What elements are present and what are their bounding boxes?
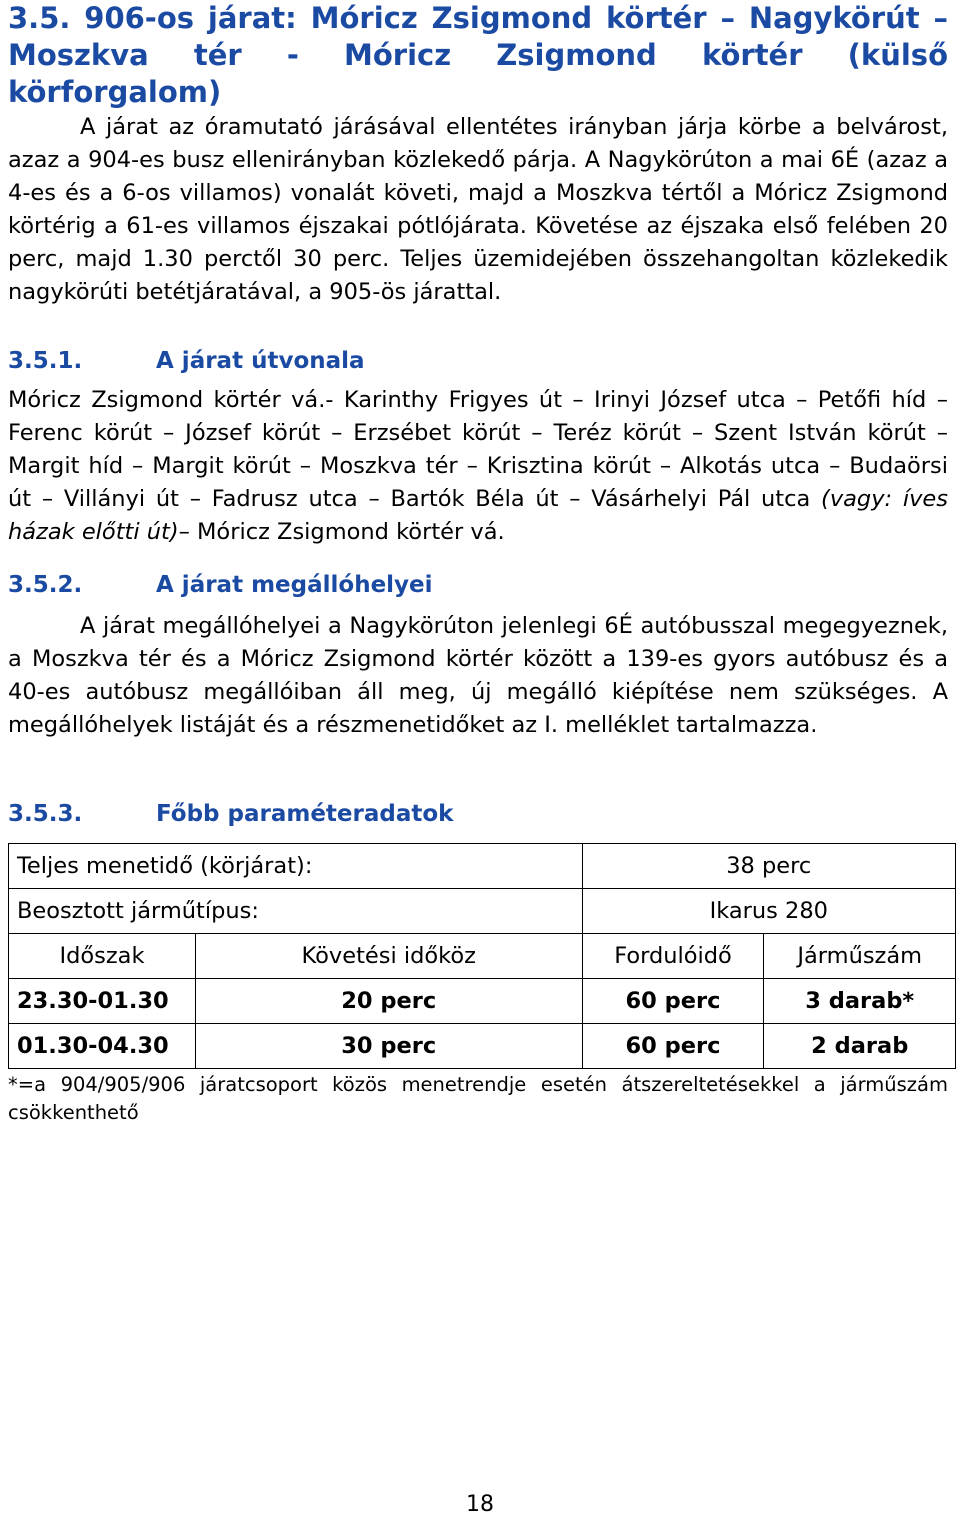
route-text-end: – Móricz Zsigmond körtér vá. (178, 519, 505, 545)
route-section-number: 3.5.1. (8, 348, 83, 374)
params-section-number: 3.5.3. (8, 801, 83, 827)
column-header: Követési időköz (196, 934, 583, 979)
runtime-label: Teljes menetidő (körjárat): (9, 844, 583, 889)
params-heading (8, 799, 948, 829)
route-text-italic: (vagy: íves házak előtti út) (8, 486, 948, 545)
params-table (8, 843, 956, 1069)
table-cell: 30 perc (196, 1024, 583, 1069)
vehicle-label: Beosztott járműtípus: (9, 889, 583, 934)
table-footnote: *=a 904/905/906 járatcsoport közös menetrendje esetén átszereltetésekkel a járműszám csökkenthető (8, 1073, 948, 1124)
route-section-title: A járat útvonala (156, 348, 365, 374)
route-text-main: Móricz Zsigmond körtér vá.- Karinthy Frigyes út – Irinyi József utca – Petőfi híd – Ferenc körút – József körút – Erzsébet körút – Teréz körút – Szent István körút – Margit híd – Margit körút – Moszkva tér – Krisztina körút – Alkotás utca – Budaörsi út – Villányi út – Fadrusz utca – Bartók Béla út – Vásárhelyi Pál utca (8, 387, 948, 512)
column-header: Járműszám (764, 934, 956, 979)
section-heading: 3.5. 906-os járat: Móricz Zsigmond körtér – Nagykörút – Moszkva tér - Móricz Zsigmond körtér (külső körforgalom) (8, 1, 948, 109)
route-heading (8, 346, 948, 376)
vehicle-value: Ikarus 280 (582, 889, 955, 934)
route-paragraph (8, 384, 948, 549)
table-cell: 60 perc (582, 979, 764, 1024)
stops-section-title: A járat megállóhelyei (156, 572, 433, 598)
table-row (9, 979, 956, 1024)
page-number: 18 (466, 1492, 494, 1517)
table-cell: 2 darab (764, 1024, 956, 1069)
stops-heading (8, 570, 948, 600)
table-row (9, 889, 956, 934)
runtime-value: 38 perc (582, 844, 955, 889)
params-section-title: Főbb paraméteradatok (156, 801, 454, 827)
column-header: Fordulóidő (582, 934, 764, 979)
table-cell: 23.30-01.30 (9, 979, 196, 1024)
column-header: Időszak (9, 934, 196, 979)
stops-paragraph: A járat megállóhelyei a Nagykörúton jelenlegi 6É autóbusszal megegyeznek, a Moszkva tér és a Móricz Zsigmond körtér között a 139-es gyors autóbusz és a 40-es autóbusz megállóiban áll meg, új megálló kiépítése nem szükséges. A megállóhelyek listáját és a részmenetidőket az I. melléklet tartalmazza. (8, 613, 948, 738)
table-cell: 20 perc (196, 979, 583, 1024)
table-header-row (9, 934, 956, 979)
stops-section-number: 3.5.2. (8, 572, 83, 598)
table-cell: 01.30-04.30 (9, 1024, 196, 1069)
table-cell: 60 perc (582, 1024, 764, 1069)
table-row (9, 1024, 956, 1069)
document-page (8, 0, 948, 1127)
table-cell: 3 darab* (764, 979, 956, 1024)
intro-paragraph: A járat az óramutató járásával ellentétes irányban járja körbe a belvárost, azaz a 904-es busz ellenirányban közlekedő párja. A Nagykörúton a mai 6É (azaz a 4-es és a 6-os villamos) vonalát követi, majd a Moszkva tértől a Móricz Zsigmond körtérig a 61-es villamos éjszakai pótlójárata. Követése az éjszaka első felében 20 perc, majd 1.30 perctől 30 perc. Teljes üzemidejében összehangoltan közlekedik nagykörúti betétjáratával, a 905-ös járattal. (8, 114, 948, 305)
table-row (9, 844, 956, 889)
